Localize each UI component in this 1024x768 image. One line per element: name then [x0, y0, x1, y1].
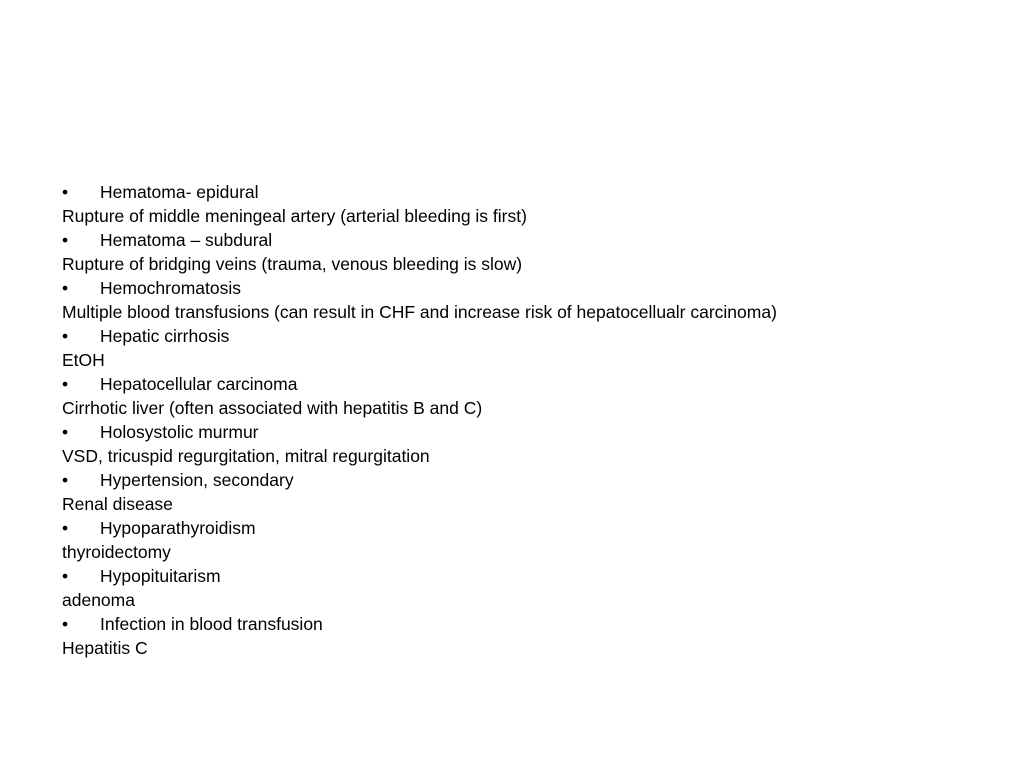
bullet-marker: •: [62, 374, 69, 394]
cause-line: Rupture of bridging veins (trauma, venous bleeding is slow): [62, 254, 523, 274]
bullet-term: Hypoparathyroidism: [100, 518, 256, 538]
bullet-term: Hematoma – subdural: [100, 230, 273, 250]
bullet-item: [62, 612, 1002, 636]
cause-line: VSD, tricuspid regurgitation, mitral regurgitation: [62, 446, 430, 466]
bullet-marker: •: [62, 518, 69, 538]
bullet-term: Hepatocellular carcinoma: [100, 374, 298, 394]
bullet-term: Hepatic cirrhosis: [100, 326, 230, 346]
slide-content: [62, 180, 1002, 660]
bullet-item: [62, 516, 1002, 540]
bullet-marker: •: [62, 278, 69, 298]
bullet-term: Hematoma- epidural: [100, 182, 259, 202]
cause-line: adenoma: [62, 590, 135, 610]
bullet-marker: •: [62, 614, 69, 634]
cause-line: Hepatitis C: [62, 638, 148, 658]
bullet-marker: •: [62, 470, 69, 490]
bullet-item: [62, 324, 1002, 348]
bullet-term: Hypertension, secondary: [100, 470, 294, 490]
bullet-marker: •: [62, 566, 69, 586]
bullet-marker: •: [62, 422, 69, 442]
bullet-term: Holosystolic murmur: [100, 422, 259, 442]
bullet-item: [62, 228, 1002, 252]
bullet-item: [62, 276, 1002, 300]
cause-line: Renal disease: [62, 494, 173, 514]
bullet-marker: •: [62, 326, 69, 346]
bullet-item: [62, 468, 1002, 492]
bullet-item: [62, 180, 1002, 204]
bullet-term: Infection in blood transfusion: [100, 614, 323, 634]
cause-line: Cirrhotic liver (often associated with hepatitis B and C): [62, 398, 483, 418]
cause-line: Rupture of middle meningeal artery (arterial bleeding is first): [62, 206, 527, 226]
bullet-marker: •: [62, 230, 69, 250]
bullet-item: [62, 420, 1002, 444]
bullet-term: Hemochromatosis: [100, 278, 242, 298]
bullet-term: Hypopituitarism: [100, 566, 221, 586]
cause-line: EtOH: [62, 350, 105, 370]
bullet-item: [62, 372, 1002, 396]
bullet-marker: •: [62, 182, 69, 202]
cause-line: Multiple blood transfusions (can result in CHF and increase risk of hepatocellualr carcinoma): [62, 302, 777, 322]
bullet-item: [62, 564, 1002, 588]
cause-line: thyroidectomy: [62, 542, 171, 562]
